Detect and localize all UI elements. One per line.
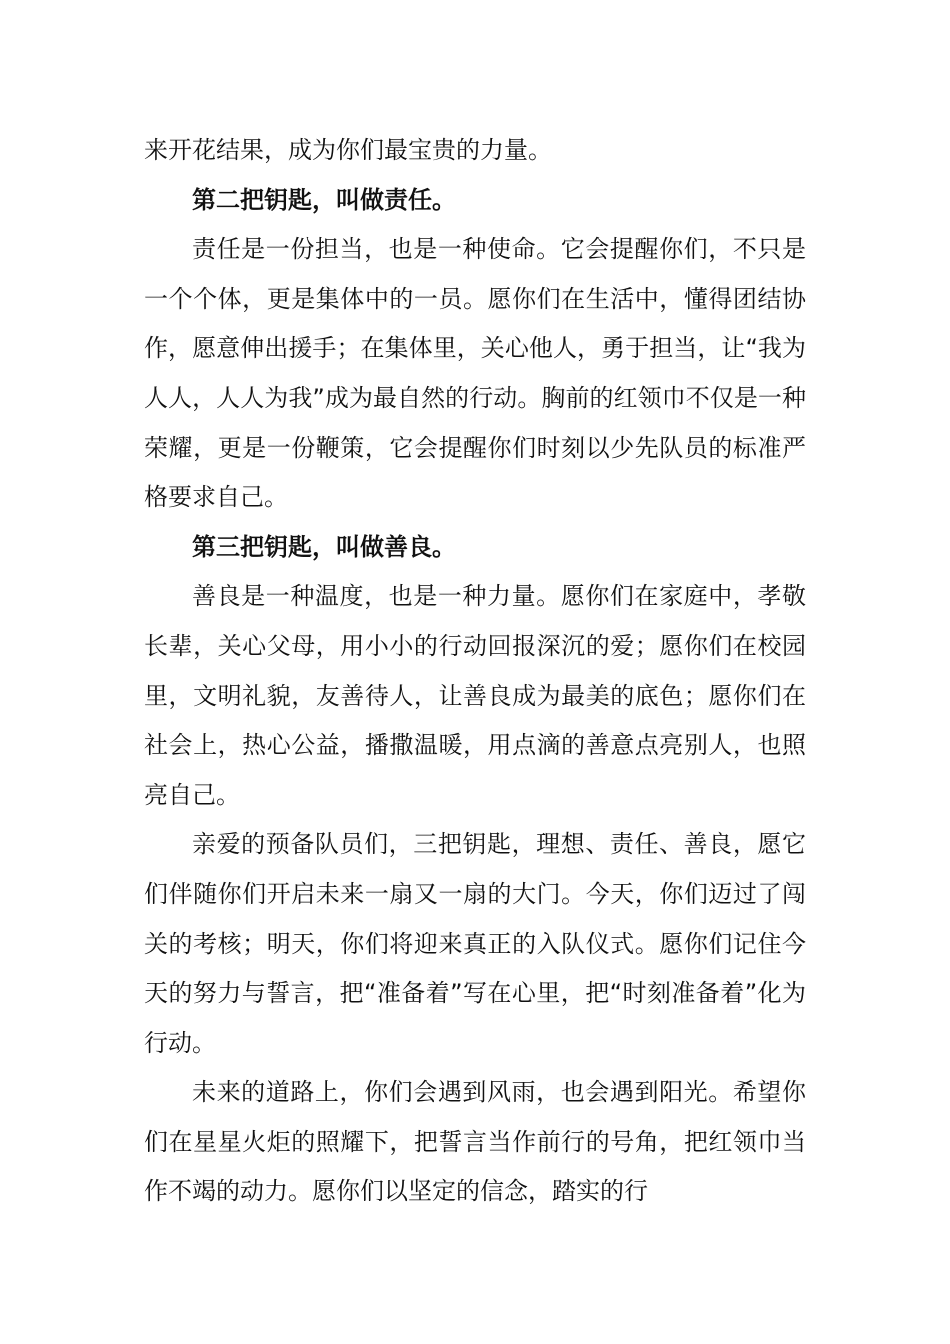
heading-third-key: 第三把钥匙，叫做善良。	[192, 532, 456, 561]
paragraph-responsibility: 责任是一份担当，也是一种使命。它会提醒你们，不只是一个个体，更是集体中的一员。愿你们在生活中，懂得团结协作，愿意伸出援手；在集体里，关心他人，勇于担当，让“我为人人，人人为我”成为最自然的行动。胸前的红领巾不仅是一种荣耀，更是一份鞭策，它会提醒你们时刻以少先队员的标准严格要求自己。	[144, 235, 806, 512]
paragraph-three-keys: 亲爱的预备队员们，三把钥匙，理想、责任、善良，愿它们伴随你们开启未来一扇又一扇的大门。今天，你们迈过了闯关的考核；明天，你们将迎来真正的入队仪式。愿你们记住今天的努力与誓言，把“准备着”写在心里，把“时刻准备着”化为行动。	[144, 830, 806, 1057]
paragraph-future: 未来的道路上，你们会遇到风雨，也会遇到阳光。希望你们在星星火炬的照耀下，把誓言当作前行的号角，把红领巾当作不竭的动力。愿你们以坚定的信念，踏实的行	[144, 1078, 806, 1206]
continuation-paragraph: 来开花结果，成为你们最宝贵的力量。	[144, 136, 552, 164]
document-body	[144, 126, 806, 1217]
heading-second-key: 第二把钥匙，叫做责任。	[192, 185, 456, 214]
paragraph-kindness: 善良是一种温度，也是一种力量。愿你们在家庭中，孝敬长辈，关心父母，用小小的行动回报深沉的爱；愿你们在校园里，文明礼貌，友善待人，让善良成为最美的底色；愿你们在社会上，热心公益，播撒温暖，用点滴的善意点亮别人，也照亮自己。	[144, 582, 806, 809]
